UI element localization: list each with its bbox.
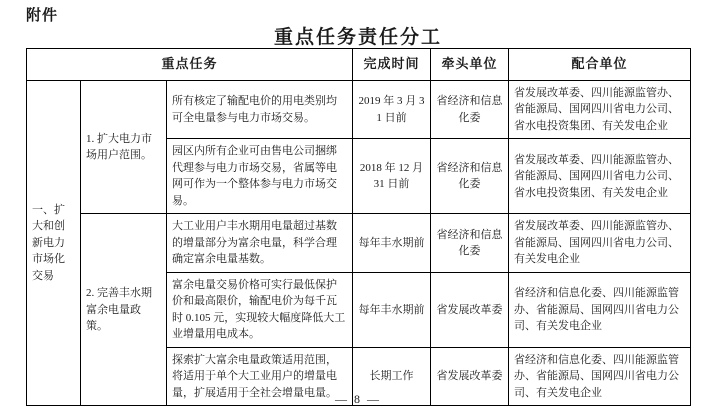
table-row	[27, 214, 691, 273]
lead-unit: 省经济和信息化委	[431, 139, 509, 214]
lead-unit: 省发展改革委	[431, 347, 509, 406]
column-header-coop: 配合单位	[509, 49, 691, 81]
attachment-label: 附件	[26, 8, 59, 24]
column-header-time: 完成时间	[353, 49, 431, 81]
page-title: 重点任务责任分工	[273, 27, 442, 48]
cooperating-units: 省发展改革委、四川能源监管办、省能源局、国网四川省电力公司、省水电投资集团、有关发电企业	[509, 139, 691, 214]
cooperating-units: 省经济和信息化委、四川能源监管办、省能源局、国网四川省电力公司、有关发电企业	[509, 272, 691, 347]
lead-unit: 省发展改革委	[431, 272, 509, 347]
lead-unit: 省经济和信息化委	[431, 214, 509, 273]
completion-time: 每年丰水期前	[353, 272, 431, 347]
category-cell: 一、扩大和创新电力市场化交易	[27, 80, 81, 406]
task-group-cell: 2. 完善丰水期富余电量政策。	[81, 214, 167, 406]
cooperating-units: 省经济和信息化委、四川能源监管办、省能源局、国网四川省电力公司、有关发电企业	[509, 347, 691, 406]
page-number: — 8 —	[335, 392, 381, 406]
completion-time: 2018 年 12 月 31 日前	[353, 139, 431, 214]
table-header-row	[27, 49, 691, 81]
cooperating-units: 省发展改革委、四川能源监管办、省能源局、国网四川省电力公司、有关发电企业	[509, 214, 691, 273]
completion-time: 每年丰水期前	[353, 214, 431, 273]
table-row	[27, 80, 691, 139]
completion-time: 2019 年 3 月 31 日前	[353, 80, 431, 139]
task-description: 大工业用户丰水期用电量超过基数的增量部分为富余电量，科学合理确定富余电量基数。	[167, 214, 353, 273]
responsibility-table	[26, 48, 691, 406]
completion-time: 长期工作	[353, 347, 431, 406]
column-header-task: 重点任务	[27, 49, 353, 81]
task-description: 所有核定了输配电价的用电类别均可全电量参与电力市场交易。	[167, 80, 353, 139]
column-header-lead: 牵头单位	[431, 49, 509, 81]
task-description: 富余电量交易价格可实行最低保护价和最高限价，输配电价为每千瓦时 0.105 元，实现较大幅度降低大工业增量用电成本。	[167, 272, 353, 347]
cooperating-units: 省发展改革委、四川能源监管办、省能源局、国网四川省电力公司、省水电投资集团、有关发电企业	[509, 80, 691, 139]
task-description: 探索扩大富余电量政策适用范围，将适用于单个大工业用户的增量电量，扩展适用于全社会增量电量。	[167, 347, 353, 406]
lead-unit: 省经济和信息化委	[431, 80, 509, 139]
task-group-cell: 1. 扩大电力市场用户范围。	[81, 80, 167, 214]
task-description: 园区内所有企业可由售电公司捆绑代理参与电力市场交易，省属等电网可作为一个整体参与电力市场交易。	[167, 139, 353, 214]
